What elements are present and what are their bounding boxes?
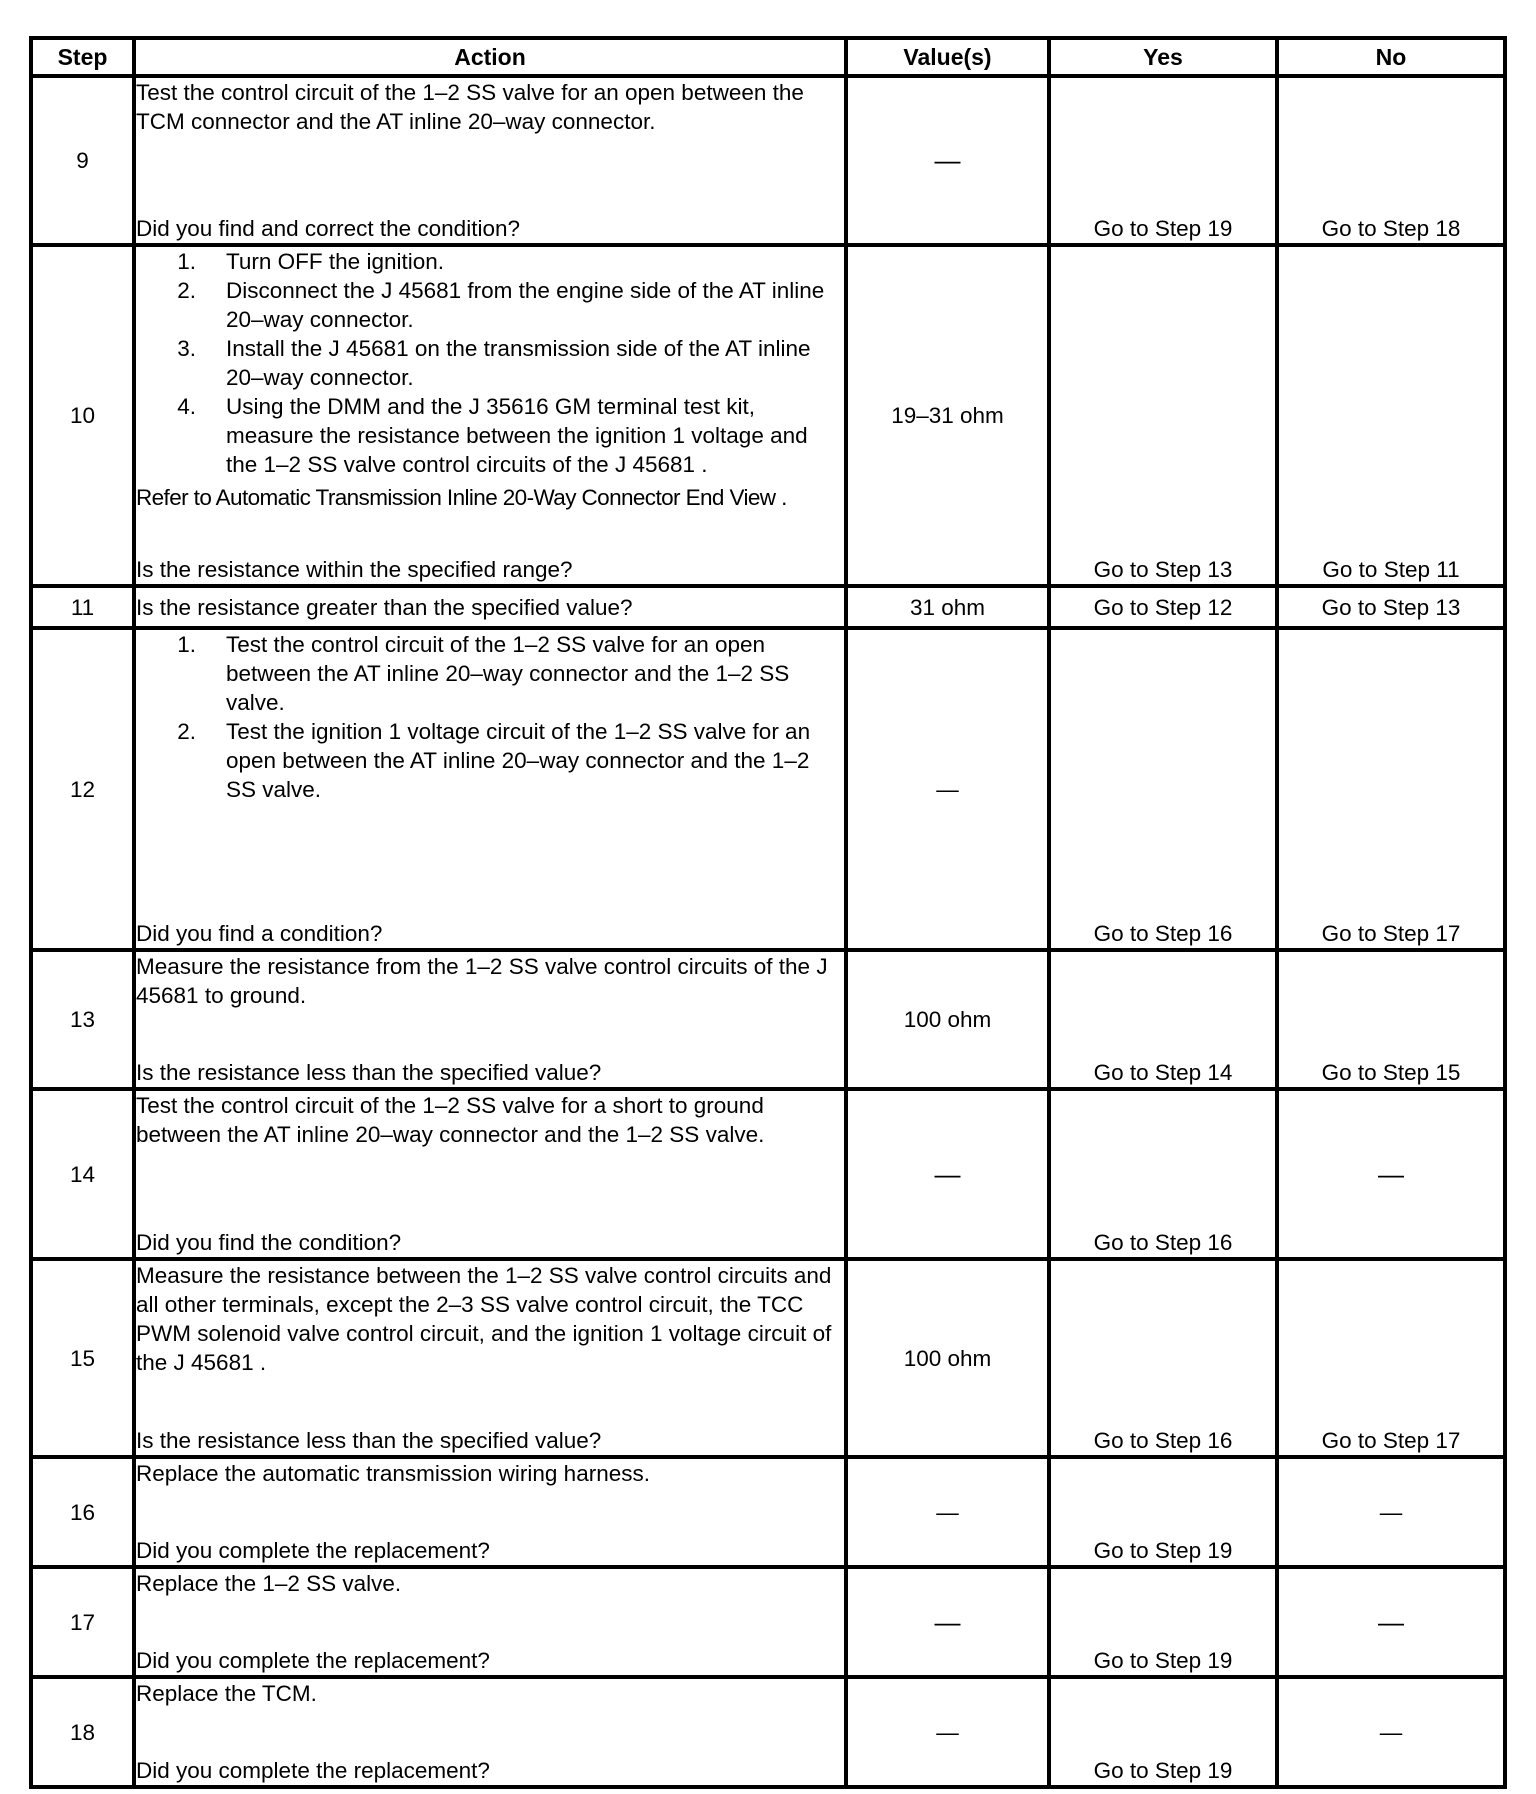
- no-cell: —: [1277, 1089, 1505, 1259]
- step-number: 9: [31, 76, 134, 245]
- no-cell: —: [1277, 1567, 1505, 1677]
- action-cell: [134, 628, 846, 950]
- step-number: 15: [31, 1259, 134, 1457]
- action-cell: [134, 586, 846, 628]
- step-number: 11: [31, 586, 134, 628]
- action-text: Test the control circuit of the 1–2 SS valve for an open between the TCM connector and the AT inline 20–way connector.: [136, 80, 804, 134]
- value-cell: —: [846, 1567, 1049, 1677]
- value-cell: —: [846, 1677, 1049, 1787]
- step-number: 13: [31, 950, 134, 1089]
- value-cell: —: [846, 628, 1049, 950]
- table-row-step-18: [31, 1677, 1505, 1787]
- table-row-step-11: [31, 586, 1505, 628]
- value-cell: 19–31 ohm: [846, 245, 1049, 586]
- header-step: Step: [31, 38, 134, 76]
- action-question: Did you complete the replacement?: [136, 1758, 490, 1783]
- action-question: Did you find and correct the condition?: [136, 216, 520, 241]
- yes-cell: Go to Step 16: [1049, 1259, 1277, 1457]
- yes-cell: Go to Step 19: [1049, 76, 1277, 245]
- no-cell: Go to Step 15: [1277, 950, 1505, 1089]
- list-item: 1. Turn OFF the ignition.: [177, 249, 445, 274]
- table-row-step-16: [31, 1457, 1505, 1567]
- yes-cell: Go to Step 12: [1049, 586, 1277, 628]
- no-cell: Go to Step 17: [1277, 1259, 1505, 1457]
- list-item: 1. Test the control circuit of the 1–2 SS valve for an open between the AT inline 20–way connector and the 1–2 SS valve.: [177, 632, 790, 715]
- diagnostic-table: [29, 36, 1507, 1789]
- value-cell: 31 ohm: [846, 586, 1049, 628]
- action-text: Replace the 1–2 SS valve.: [136, 1571, 402, 1596]
- no-cell: Go to Step 18: [1277, 76, 1505, 245]
- table-row-step-14: [31, 1089, 1505, 1259]
- action-cell: [134, 76, 846, 245]
- action-question: Is the resistance within the specified range?: [136, 557, 573, 582]
- no-cell: Go to Step 17: [1277, 628, 1505, 950]
- action-cell: [134, 1677, 846, 1787]
- yes-cell: Go to Step 13: [1049, 245, 1277, 586]
- step-number: 16: [31, 1457, 134, 1567]
- action-text: Replace the automatic transmission wiring harness.: [136, 1461, 650, 1486]
- action-text: Measure the resistance from the 1–2 SS valve control circuits of the J 45681 to ground.: [136, 954, 828, 1008]
- table-row-step-13: [31, 950, 1505, 1089]
- yes-cell: Go to Step 19: [1049, 1567, 1277, 1677]
- action-question: Is the resistance less than the specified value?: [136, 1428, 602, 1453]
- action-cell: [134, 1259, 846, 1457]
- action-question: Did you complete the replacement?: [136, 1538, 490, 1563]
- table-row-step-12: [31, 628, 1505, 950]
- value-cell: —: [846, 1089, 1049, 1259]
- action-text: Test the control circuit of the 1–2 SS valve for a short to ground between the AT inline 20–way connector and the 1–2 SS valve.: [136, 1093, 765, 1147]
- table-row-step-9: [31, 76, 1505, 245]
- action-question: Did you complete the replacement?: [136, 1648, 490, 1673]
- yes-cell: Go to Step 16: [1049, 1089, 1277, 1259]
- value-cell: 100 ohm: [846, 950, 1049, 1089]
- action-question: Is the resistance less than the specified value?: [136, 1060, 602, 1085]
- header-values: Value(s): [846, 38, 1049, 76]
- yes-cell: Go to Step 16: [1049, 628, 1277, 950]
- table-row-step-17: [31, 1567, 1505, 1677]
- reference-link[interactable]: Refer to Automatic Transmission Inline 20-Way Connector End View .: [136, 485, 787, 510]
- header-action: Action: [134, 38, 846, 76]
- action-cell: [134, 245, 846, 586]
- substep-list: [136, 247, 844, 479]
- step-number: 18: [31, 1677, 134, 1787]
- no-cell: —: [1277, 1677, 1505, 1787]
- yes-cell: Go to Step 19: [1049, 1457, 1277, 1567]
- action-question: Did you find a condition?: [136, 921, 383, 946]
- header-no: No: [1277, 38, 1505, 76]
- step-number: 17: [31, 1567, 134, 1677]
- action-cell: [134, 1089, 846, 1259]
- step-number: 10: [31, 245, 134, 586]
- value-cell: 100 ohm: [846, 1259, 1049, 1457]
- table-row-step-15: [31, 1259, 1505, 1457]
- table-row-step-10: [31, 245, 1505, 586]
- no-cell: Go to Step 11: [1277, 245, 1505, 586]
- action-cell: [134, 950, 846, 1089]
- yes-cell: Go to Step 14: [1049, 950, 1277, 1089]
- yes-cell: Go to Step 19: [1049, 1677, 1277, 1787]
- action-text: Replace the TCM.: [136, 1681, 317, 1706]
- action-text: Measure the resistance between the 1–2 SS valve control circuits and all other terminals, except the 2–3 SS valve control circuit, the TCC PWM solenoid valve control circuit, and the ignition 1 voltage circuit of the J 45681 .: [136, 1263, 832, 1375]
- action-question: Did you find the condition?: [136, 1230, 402, 1255]
- step-number: 12: [31, 628, 134, 950]
- action-question: Is the resistance greater than the specified value?: [136, 594, 633, 620]
- step-number: 14: [31, 1089, 134, 1259]
- action-cell: [134, 1457, 846, 1567]
- action-cell: [134, 1567, 846, 1677]
- list-item: 2. Test the ignition 1 voltage circuit of the 1–2 SS valve for an open between the AT inline 20–way connector and the 1–2 SS valve.: [177, 719, 811, 802]
- substep-list: [136, 630, 844, 804]
- list-item: 2. Disconnect the J 45681 from the engine side of the AT inline 20–way connector.: [177, 278, 825, 332]
- header-row: [31, 38, 1505, 76]
- header-yes: Yes: [1049, 38, 1277, 76]
- no-cell: Go to Step 13: [1277, 586, 1505, 628]
- list-item: 3. Install the J 45681 on the transmission side of the AT inline 20–way connector.: [177, 336, 811, 390]
- value-cell: —: [846, 76, 1049, 245]
- list-item: 4. Using the DMM and the J 35616 GM terminal test kit, measure the resistance between the ignition 1 voltage and the 1–2 SS valve control circuits of the J 45681 .: [177, 394, 808, 477]
- value-cell: —: [846, 1457, 1049, 1567]
- no-cell: —: [1277, 1457, 1505, 1567]
